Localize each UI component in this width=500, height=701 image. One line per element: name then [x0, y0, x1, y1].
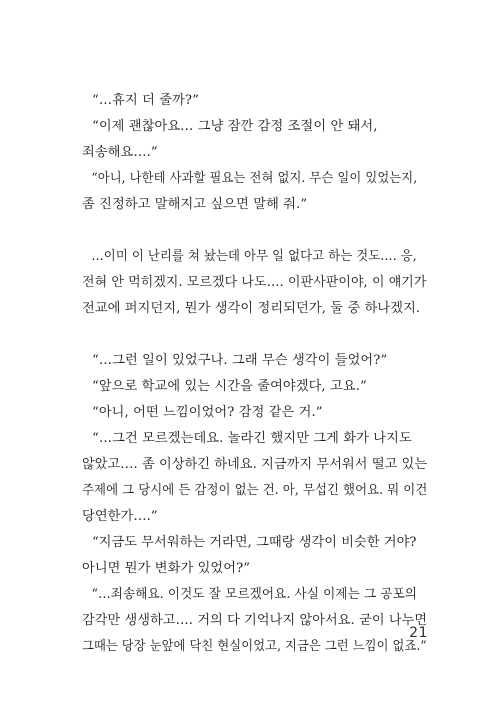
paragraph — [82, 374, 427, 400]
paragraph — [82, 530, 427, 582]
text-line: 당연한가….” — [82, 509, 158, 524]
paragraph — [82, 244, 427, 322]
text-line: 좀 진정하고 말해지고 싶으면 말해 줘.” — [82, 197, 308, 212]
paragraph — [82, 582, 427, 660]
text-line: 주제에 그 당시에 든 감정이 없는 건. 아, 무섭긴 했어요. 뭐 이건 — [82, 483, 428, 498]
text-line: “아니, 나한테 사과할 필요는 전혀 없지. 무슨 일이 있었는지, — [91, 171, 418, 186]
text-line: 아니면 뭔가 변화가 있었어?” — [82, 561, 251, 576]
paragraph — [82, 426, 427, 530]
text-line: “아니, 어떤 느낌이었어? 감정 같은 거.” — [92, 405, 323, 420]
text-line: 전교에 퍼지던지, 뭔가 생각이 정리되던가, 둘 중 하나겠지. — [82, 301, 421, 316]
body-text — [82, 88, 427, 660]
paragraph — [82, 88, 427, 114]
text-line: “앞으로 학교에 있는 시간을 줄여야겠다, 고요.” — [92, 379, 367, 394]
paragraph — [82, 400, 427, 426]
text-line: “…죄송해요. 이것도 잘 모르겠어요. 사실 이제는 그 공포의 — [91, 587, 418, 602]
text-line: “…휴지 더 줄까?” — [92, 93, 199, 108]
paragraph — [82, 114, 427, 166]
paragraph — [82, 166, 427, 218]
page-number: 21 — [409, 625, 428, 641]
text-line: 그때는 당장 눈앞에 닥친 현실이었고, 지금은 그런 느낌이 없죠.” — [82, 639, 427, 654]
text-line: “이제 괜찮아요… 그냥 잠깐 감정 조절이 안 돼서, — [92, 119, 378, 134]
text-line: 죄송해요….” — [82, 145, 158, 160]
paragraph-gap — [82, 322, 427, 348]
text-line: “…그런 일이 있었구나. 그래 무슨 생각이 들었어?” — [92, 353, 388, 368]
text-line: 감각만 생생하고…. 거의 다 기억나지 않아서요. 굳이 나누면 — [82, 613, 428, 628]
text-line: …이미 이 난리를 쳐 놨는데 아무 일 없다고 하는 것도…. 응, — [91, 249, 417, 264]
paragraph-gap — [82, 218, 427, 244]
text-line: “지금도 무서워하는 거라면, 그때랑 생각이 비슷한 거야? — [91, 535, 417, 550]
text-line: 않았고…. 좀 이상하긴 하네요. 지금까지 무서워서 떨고 있는 — [82, 457, 428, 472]
text-line: 전혀 안 먹히겠지. 모르겠다 나도…. 이판사판이야, 이 얘기가 — [82, 275, 427, 290]
paragraph — [82, 348, 427, 374]
text-line: “…그건 모르겠는데요. 놀라긴 했지만 그게 화가 나지도 — [92, 431, 412, 446]
